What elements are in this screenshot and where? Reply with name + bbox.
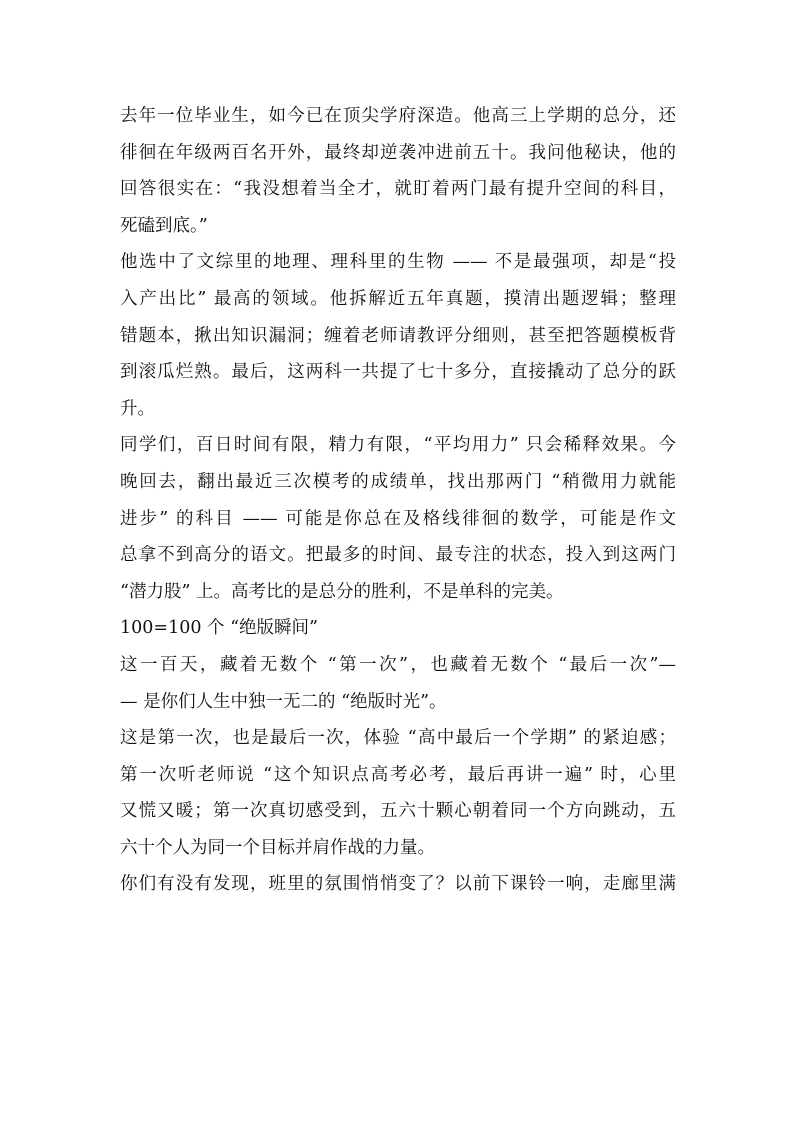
text-line: 进步” 的科目 —— 可能是你总在及格线徘徊的数学，可能是作文 bbox=[120, 508, 676, 529]
text-line: 你们有没有发现，班里的氛围悄悄变了？以前下课铃一响，走廊里满 bbox=[120, 874, 676, 895]
text-line: 到滚瓜烂熟。最后，这两科一共提了七十多分，直接撬动了总分的跃 bbox=[120, 362, 676, 383]
paragraph-2 bbox=[120, 244, 676, 427]
paragraph-5 bbox=[120, 720, 676, 866]
paragraph-6 bbox=[120, 866, 676, 903]
text-line: 第一次听老师说 “这个知识点高考必考，最后再讲一遍” 时，心里 bbox=[120, 764, 676, 785]
text-line: 晚回去，翻出最近三次模考的成绩单，找出那两门 “稍微用力就能 bbox=[120, 471, 676, 492]
paragraph-3 bbox=[120, 427, 676, 610]
paragraph-1 bbox=[120, 98, 676, 244]
text-line: 错题本，揪出知识漏洞；缠着老师请教评分细则，甚至把答题模板背 bbox=[120, 325, 676, 346]
text-line: 死磕到底。” bbox=[120, 215, 208, 236]
paragraph-4 bbox=[120, 647, 676, 720]
text-line: 入产出比” 最高的领域。他拆解近五年真题，摸清出题逻辑；整理 bbox=[120, 288, 676, 309]
text-line: 总拿不到高分的语文。把最多的时间、最专注的状态，投入到这两门 bbox=[120, 545, 676, 566]
text-line: 去年一位毕业生，如今已在顶尖学府深造。他高三上学期的总分，还 bbox=[120, 106, 676, 126]
text-line: 他选中了文综里的地理、理科里的生物 —— 不是最强项，却是“投 bbox=[120, 252, 676, 273]
text-line: 回答很实在：“我没想着当全才，就盯着两门最有提升空间的科目， bbox=[120, 179, 676, 200]
text-line: 升。 bbox=[120, 398, 155, 419]
text-line: 100=100 个 “绝版瞬间” bbox=[120, 618, 318, 639]
document-body bbox=[120, 98, 676, 903]
text-line: 这是第一次，也是最后一次，体验 “高中最后一个学期” 的紧迫感； bbox=[120, 728, 676, 749]
text-line: — 是你们人生中独一无二的 “绝版时光”。 bbox=[120, 691, 447, 712]
text-line: “潜力股” 上。高考比的是总分的胜利，不是单科的完美。 bbox=[120, 581, 564, 602]
text-line: 同学们，百日时间有限，精力有限，“平均用力” 只会稀释效果。今 bbox=[120, 435, 676, 456]
section-heading bbox=[120, 610, 676, 647]
text-line: 徘徊在年级两百名开外，最终却逆袭冲进前五十。我问他秘诀，他的 bbox=[120, 142, 676, 163]
text-line: 这一百天，藏着无数个 “第一次”，也藏着无数个 “最后一次”— bbox=[120, 654, 676, 675]
text-line: 六十个人为同一个目标并肩作战的力量。 bbox=[120, 837, 435, 858]
text-line: 又慌又暖；第一次真切感受到，五六十颗心朝着同一个方向跳动，五 bbox=[120, 801, 676, 822]
